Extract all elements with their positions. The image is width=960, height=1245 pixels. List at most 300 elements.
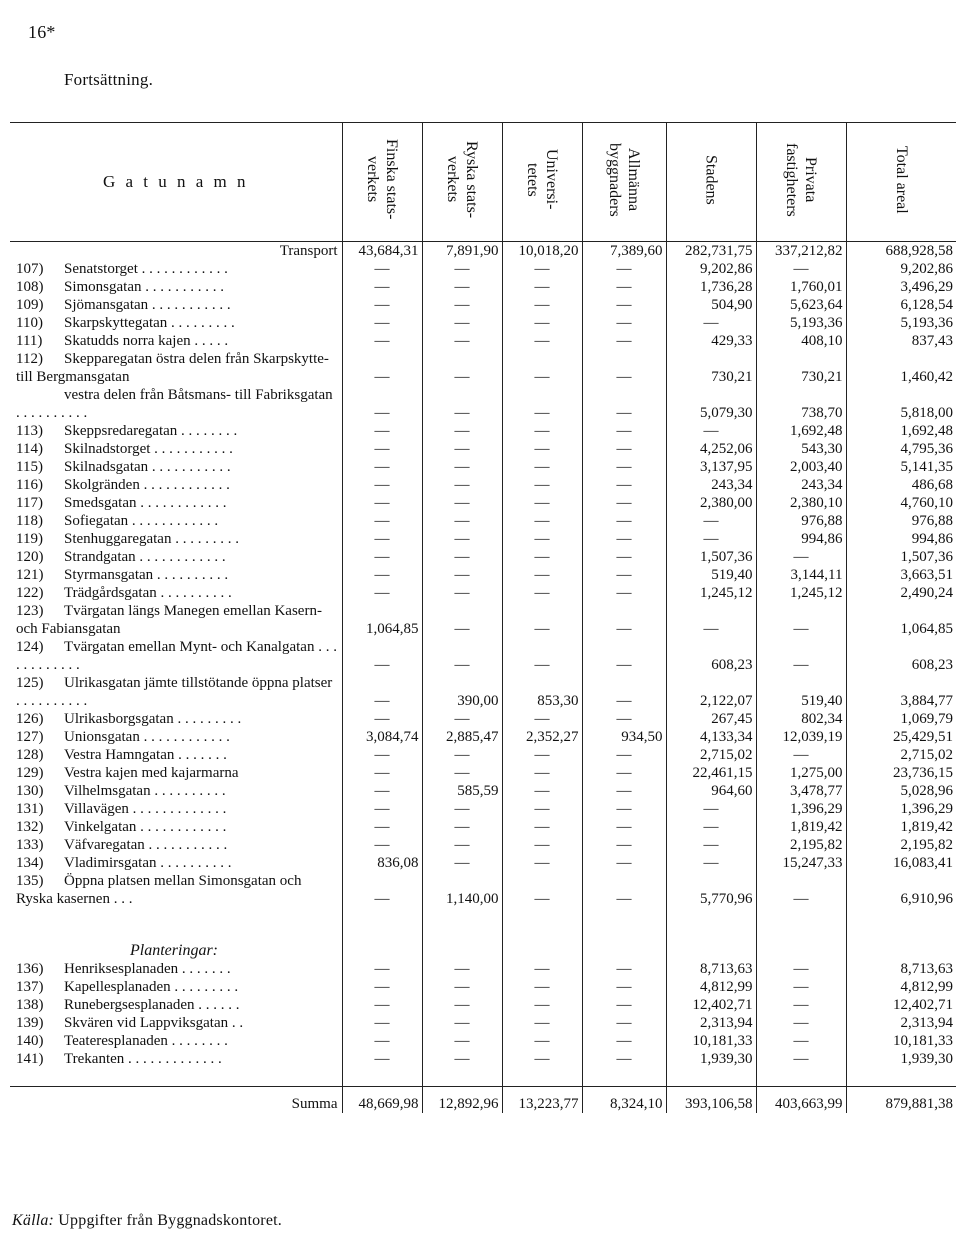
street-name: Vladimirsgatan . . . . . . . . . . bbox=[64, 855, 232, 871]
header-finnish-state-text: Finska stats- verkets bbox=[364, 139, 400, 220]
area-value-cell: 1,760,01 bbox=[756, 278, 846, 296]
area-value-cell: — bbox=[756, 978, 846, 996]
area-value-cell: 4,760,10 bbox=[846, 494, 956, 512]
area-value-cell: — bbox=[582, 674, 666, 710]
area-value-cell: — bbox=[582, 440, 666, 458]
area-value-cell: — bbox=[502, 1032, 582, 1050]
area-value-cell: — bbox=[582, 566, 666, 584]
area-value-cell: — bbox=[502, 764, 582, 782]
street-name: Vestra kajen med kajarmarna bbox=[64, 765, 239, 781]
area-value-cell: 1,275,00 bbox=[756, 764, 846, 782]
empty-cell bbox=[756, 908, 846, 960]
row-number: 126) bbox=[16, 711, 44, 727]
street-name-cell bbox=[10, 1050, 342, 1068]
area-value-cell: — bbox=[582, 800, 666, 818]
area-value-cell: 1,064,85 bbox=[846, 602, 956, 638]
area-value-cell: — bbox=[582, 602, 666, 638]
street-name: Skatudds norra kajen . . . . . bbox=[64, 333, 229, 349]
street-name-cell bbox=[10, 530, 342, 548]
area-value-cell: 1,245,12 bbox=[756, 584, 846, 602]
row-number: 139) bbox=[16, 1015, 44, 1031]
area-value-cell: — bbox=[422, 476, 502, 494]
street-name: Trekanten . . . . . . . . . . . . . bbox=[64, 1051, 222, 1067]
row-number: 140) bbox=[16, 1033, 44, 1049]
area-value-cell: — bbox=[502, 512, 582, 530]
transport-row bbox=[10, 242, 956, 261]
area-value-cell: — bbox=[502, 278, 582, 296]
area-value-cell: — bbox=[502, 314, 582, 332]
area-value-cell: — bbox=[422, 746, 502, 764]
area-value-cell: 585,59 bbox=[422, 782, 502, 800]
summa-value: 13,223,77 bbox=[502, 1087, 582, 1114]
table-row bbox=[10, 494, 956, 512]
area-value-cell: 1,069,79 bbox=[846, 710, 956, 728]
transport-label: Transport bbox=[279, 243, 338, 259]
area-value-cell: — bbox=[502, 440, 582, 458]
area-value-cell: 1,245,12 bbox=[666, 584, 756, 602]
area-value-cell: — bbox=[582, 836, 666, 854]
area-value-cell: — bbox=[756, 872, 846, 908]
area-value-cell: — bbox=[342, 386, 422, 422]
section-title: Planteringar: bbox=[130, 942, 218, 959]
page-number: 16* bbox=[28, 22, 56, 42]
area-value-cell: — bbox=[666, 836, 756, 854]
row-number: 141) bbox=[16, 1051, 44, 1067]
area-value-cell: 2,380,10 bbox=[756, 494, 846, 512]
street-name-cell bbox=[10, 458, 342, 476]
area-value-cell: — bbox=[502, 458, 582, 476]
header-public-buildings bbox=[582, 123, 666, 242]
area-value-cell: 10,181,33 bbox=[846, 1032, 956, 1050]
area-value-cell: — bbox=[502, 746, 582, 764]
summa-row bbox=[10, 1087, 956, 1114]
row-number: 111) bbox=[16, 333, 43, 349]
area-value-cell: — bbox=[756, 602, 846, 638]
area-value-cell: — bbox=[666, 854, 756, 872]
area-value-cell: — bbox=[342, 512, 422, 530]
area-value-cell: 1,507,36 bbox=[846, 548, 956, 566]
summa-value: 48,669,98 bbox=[342, 1087, 422, 1114]
area-value-cell: 2,313,94 bbox=[666, 1014, 756, 1032]
empty-cell bbox=[502, 908, 582, 960]
row-number: 123) bbox=[16, 603, 44, 619]
area-value-cell: — bbox=[422, 350, 502, 386]
area-value-cell: — bbox=[422, 602, 502, 638]
area-value-cell: — bbox=[342, 638, 422, 674]
area-value-cell: 3,144,11 bbox=[756, 566, 846, 584]
area-value-cell: 6,910,96 bbox=[846, 872, 956, 908]
area-value-cell: — bbox=[342, 800, 422, 818]
area-value-cell: 934,50 bbox=[582, 728, 666, 746]
street-name: Villavägen . . . . . . . . . . . . . bbox=[64, 801, 227, 817]
area-value-cell: — bbox=[666, 422, 756, 440]
area-value-cell: 1,692,48 bbox=[756, 422, 846, 440]
area-value-cell: 12,402,71 bbox=[666, 996, 756, 1014]
area-value-cell: — bbox=[422, 458, 502, 476]
area-value-cell: — bbox=[502, 602, 582, 638]
area-value-cell: 4,795,36 bbox=[846, 440, 956, 458]
table-row bbox=[10, 566, 956, 584]
area-value-cell: 486,68 bbox=[846, 476, 956, 494]
street-name: Senatstorget . . . . . . . . . . . . bbox=[64, 261, 228, 277]
area-value-cell: — bbox=[422, 422, 502, 440]
row-number: 138) bbox=[16, 997, 44, 1013]
area-value-cell: — bbox=[422, 440, 502, 458]
area-value-cell: 5,193,36 bbox=[846, 314, 956, 332]
area-value-cell: — bbox=[502, 638, 582, 674]
street-name-cell bbox=[10, 800, 342, 818]
street-name: Skarpskyttegatan . . . . . . . . . bbox=[64, 315, 235, 331]
area-value-cell: 4,812,99 bbox=[846, 978, 956, 996]
street-name-cell bbox=[10, 996, 342, 1014]
area-value-cell: — bbox=[502, 584, 582, 602]
empty-cell bbox=[342, 1068, 422, 1087]
area-value-cell: 8,713,63 bbox=[846, 960, 956, 978]
row-number: 133) bbox=[16, 837, 44, 853]
area-value-cell: 16,083,41 bbox=[846, 854, 956, 872]
area-value-cell: — bbox=[422, 978, 502, 996]
table-row bbox=[10, 314, 956, 332]
area-value-cell: — bbox=[342, 548, 422, 566]
street-name: Skilnadsgatan . . . . . . . . . . . bbox=[64, 459, 231, 475]
table-row bbox=[10, 728, 956, 746]
row-number: 120) bbox=[16, 549, 44, 565]
table-row bbox=[10, 530, 956, 548]
area-value-cell: — bbox=[582, 1032, 666, 1050]
street-name-cell bbox=[10, 296, 342, 314]
row-number: 124) bbox=[16, 639, 44, 655]
area-value-cell: 2,715,02 bbox=[666, 746, 756, 764]
street-name-cell bbox=[10, 960, 342, 978]
area-value-cell: 1,460,42 bbox=[846, 350, 956, 386]
area-value-cell: — bbox=[582, 296, 666, 314]
table-row bbox=[10, 260, 956, 278]
street-name-cell bbox=[10, 674, 342, 710]
area-value-cell: — bbox=[342, 440, 422, 458]
area-value-cell: 1,064,85 bbox=[342, 602, 422, 638]
street-name-cell bbox=[10, 332, 342, 350]
area-value-cell: 15,247,33 bbox=[756, 854, 846, 872]
header-city-text: Stadens bbox=[702, 154, 720, 205]
street-name-cell bbox=[10, 836, 342, 854]
table-row bbox=[10, 854, 956, 872]
area-value-cell: 22,461,15 bbox=[666, 764, 756, 782]
empty-cell bbox=[666, 908, 756, 960]
row-number: 116) bbox=[16, 477, 43, 493]
area-value-cell: 2,380,00 bbox=[666, 494, 756, 512]
area-value-cell: — bbox=[422, 710, 502, 728]
area-value-cell: 802,34 bbox=[756, 710, 846, 728]
area-value-cell: 738,70 bbox=[756, 386, 846, 422]
empty-cell bbox=[422, 908, 502, 960]
area-value-cell: 2,003,40 bbox=[756, 458, 846, 476]
area-value-cell: 3,478,77 bbox=[756, 782, 846, 800]
street-name: Kapellesplanaden . . . . . . . . . bbox=[64, 979, 239, 995]
area-value-cell: 243,34 bbox=[756, 476, 846, 494]
summa-label: Summa bbox=[10, 1087, 342, 1114]
area-value-cell: 519,40 bbox=[666, 566, 756, 584]
area-value-cell: — bbox=[342, 260, 422, 278]
area-value-cell: 12,402,71 bbox=[846, 996, 956, 1014]
area-value-cell: — bbox=[342, 674, 422, 710]
table-row bbox=[10, 872, 956, 908]
row-number: 112) bbox=[16, 351, 43, 367]
row-number: 128) bbox=[16, 747, 44, 763]
area-value-cell: — bbox=[666, 512, 756, 530]
area-value-cell: — bbox=[582, 422, 666, 440]
area-value-cell: — bbox=[502, 996, 582, 1014]
area-value-cell: 12,039,19 bbox=[756, 728, 846, 746]
street-name: Sjömansgatan . . . . . . . . . . . bbox=[64, 297, 231, 313]
table-row bbox=[10, 674, 956, 710]
row-number: 114) bbox=[16, 441, 43, 457]
area-value-cell: — bbox=[582, 854, 666, 872]
area-value-cell: — bbox=[582, 960, 666, 978]
area-value-cell: — bbox=[342, 314, 422, 332]
area-value-cell: — bbox=[342, 566, 422, 584]
area-value-cell: — bbox=[582, 638, 666, 674]
transport-value: 7,389,60 bbox=[582, 242, 666, 261]
area-value-cell: — bbox=[342, 746, 422, 764]
area-value-cell: 1,736,28 bbox=[666, 278, 756, 296]
street-name-cell bbox=[10, 602, 342, 638]
area-value-cell: — bbox=[342, 350, 422, 386]
area-value-cell: — bbox=[756, 960, 846, 978]
area-value-cell: — bbox=[666, 818, 756, 836]
street-name-cell bbox=[10, 494, 342, 512]
area-value-cell: — bbox=[342, 476, 422, 494]
area-value-cell: — bbox=[666, 800, 756, 818]
area-value-cell: — bbox=[502, 854, 582, 872]
area-value-cell: — bbox=[502, 1014, 582, 1032]
street-name-cell bbox=[10, 1032, 342, 1050]
area-value-cell: — bbox=[582, 548, 666, 566]
street-name: Öppna platsen mellan Simonsgatan och Ryska kasernen . . . bbox=[16, 873, 302, 907]
transport-value: 43,684,31 bbox=[342, 242, 422, 261]
street-name: Runebergsesplanaden . . . . . . bbox=[64, 997, 240, 1013]
area-value-cell: 1,507,36 bbox=[666, 548, 756, 566]
area-value-cell: — bbox=[582, 512, 666, 530]
street-name-cell bbox=[10, 422, 342, 440]
street-name: Ulrikasgatan jämte tillstötande öppna platser . . . . . . . . . . bbox=[16, 675, 333, 709]
area-value-cell: 2,352,27 bbox=[502, 728, 582, 746]
area-value-cell: — bbox=[502, 978, 582, 996]
street-name: Trädgårdsgatan . . . . . . . . . . bbox=[64, 585, 232, 601]
area-value-cell: — bbox=[422, 530, 502, 548]
table-row bbox=[10, 746, 956, 764]
area-value-cell: — bbox=[502, 548, 582, 566]
area-value-cell: — bbox=[502, 710, 582, 728]
area-value-cell: — bbox=[502, 350, 582, 386]
street-name-cell bbox=[10, 548, 342, 566]
area-value-cell: — bbox=[422, 260, 502, 278]
row-number: 134) bbox=[16, 855, 44, 871]
area-value-cell: 5,818,00 bbox=[846, 386, 956, 422]
area-value-cell: — bbox=[502, 386, 582, 422]
area-value-cell: — bbox=[502, 836, 582, 854]
area-value-cell: 994,86 bbox=[846, 530, 956, 548]
table-row bbox=[10, 440, 956, 458]
area-value-cell: 5,193,36 bbox=[756, 314, 846, 332]
row-number: 122) bbox=[16, 585, 44, 601]
row-number: 107) bbox=[16, 261, 44, 277]
street-name-cell bbox=[10, 728, 342, 746]
area-value-cell: 4,812,99 bbox=[666, 978, 756, 996]
empty-cell bbox=[846, 908, 956, 960]
area-value-cell: — bbox=[342, 782, 422, 800]
area-value-cell: — bbox=[502, 422, 582, 440]
header-private bbox=[756, 123, 846, 242]
area-value-cell: 5,623,64 bbox=[756, 296, 846, 314]
area-value-cell: 408,10 bbox=[756, 332, 846, 350]
empty-cell bbox=[756, 1068, 846, 1087]
area-value-cell: — bbox=[422, 818, 502, 836]
area-value-cell: — bbox=[342, 422, 422, 440]
area-value-cell: — bbox=[502, 494, 582, 512]
area-value-cell: — bbox=[582, 260, 666, 278]
street-name: Tvärgatan emellan Mynt- och Kanalgatan . . . . . . . . . . . . bbox=[16, 639, 337, 673]
area-value-cell: — bbox=[502, 960, 582, 978]
street-name: Tvärgatan längs Manegen emellan Kasern- och Fabiansgatan bbox=[16, 603, 322, 637]
area-value-cell: — bbox=[502, 476, 582, 494]
area-value-cell: — bbox=[422, 494, 502, 512]
area-value-cell: — bbox=[582, 458, 666, 476]
table-row bbox=[10, 386, 956, 422]
header-public-buildings-text: Allmänna byggnaders bbox=[606, 142, 642, 217]
header-russian-state bbox=[422, 123, 502, 242]
street-name: Vestra Hamngatan . . . . . . . bbox=[64, 747, 227, 763]
table-row bbox=[10, 1014, 956, 1032]
empty-cell bbox=[342, 908, 422, 960]
area-value-cell: — bbox=[342, 494, 422, 512]
empty-cell bbox=[10, 1068, 342, 1087]
area-value-cell: — bbox=[422, 386, 502, 422]
street-area-table bbox=[10, 122, 956, 1113]
area-value-cell: — bbox=[422, 1014, 502, 1032]
summa-value: 12,892,96 bbox=[422, 1087, 502, 1114]
area-value-cell: — bbox=[502, 260, 582, 278]
area-value-cell: — bbox=[342, 996, 422, 1014]
area-value-cell: 5,079,30 bbox=[666, 386, 756, 422]
area-value-cell: — bbox=[582, 1014, 666, 1032]
table-row bbox=[10, 350, 956, 386]
empty-cell bbox=[582, 908, 666, 960]
area-value-cell: — bbox=[502, 782, 582, 800]
area-value-cell: 2,715,02 bbox=[846, 746, 956, 764]
row-number: 136) bbox=[16, 961, 44, 977]
area-value-cell: 836,08 bbox=[342, 854, 422, 872]
table-row bbox=[10, 978, 956, 996]
area-value-cell: — bbox=[582, 764, 666, 782]
area-value-cell: — bbox=[342, 960, 422, 978]
area-value-cell: — bbox=[502, 566, 582, 584]
row-number: 129) bbox=[16, 765, 44, 781]
area-value-cell: — bbox=[342, 818, 422, 836]
row-number: 127) bbox=[16, 729, 44, 745]
area-value-cell: — bbox=[342, 584, 422, 602]
area-value-cell: — bbox=[502, 800, 582, 818]
area-value-cell: — bbox=[422, 314, 502, 332]
area-value-cell: — bbox=[582, 978, 666, 996]
area-value-cell: — bbox=[666, 602, 756, 638]
area-value-cell: — bbox=[422, 332, 502, 350]
table-row bbox=[10, 996, 956, 1014]
area-value-cell: — bbox=[502, 872, 582, 908]
area-value-cell: 23,736,15 bbox=[846, 764, 956, 782]
area-value-cell: — bbox=[502, 818, 582, 836]
street-name: Vinkelgatan . . . . . . . . . . . . bbox=[64, 819, 227, 835]
empty-cell bbox=[502, 1068, 582, 1087]
row-number: 135) bbox=[16, 873, 44, 889]
area-value-cell: — bbox=[582, 746, 666, 764]
street-name-cell bbox=[10, 764, 342, 782]
area-value-cell: — bbox=[502, 1050, 582, 1068]
area-value-cell: — bbox=[582, 278, 666, 296]
area-value-cell: 1,819,42 bbox=[756, 818, 846, 836]
street-name: Skilnadstorget . . . . . . . . . . . bbox=[64, 441, 233, 457]
area-value-cell: — bbox=[422, 800, 502, 818]
area-value-cell: 243,34 bbox=[666, 476, 756, 494]
street-name-cell bbox=[10, 1014, 342, 1032]
street-name: vestra delen från Båtsmans- till Fabriksgatan . . . . . . . . . . bbox=[16, 387, 333, 421]
area-value-cell: 504,90 bbox=[666, 296, 756, 314]
table-row bbox=[10, 818, 956, 836]
area-value-cell: 3,084,74 bbox=[342, 728, 422, 746]
street-name-cell bbox=[10, 260, 342, 278]
area-value-cell: 1,396,29 bbox=[846, 800, 956, 818]
area-value-cell: 1,140,00 bbox=[422, 872, 502, 908]
table-row bbox=[10, 458, 956, 476]
area-value-cell: — bbox=[582, 332, 666, 350]
header-russian-state-text: Ryska stats- verkets bbox=[444, 140, 480, 219]
header-university-text: Universi- tetets bbox=[524, 149, 560, 210]
area-value-cell: — bbox=[342, 278, 422, 296]
street-name: Styrmansgatan . . . . . . . . . . bbox=[64, 567, 229, 583]
table-row bbox=[10, 836, 956, 854]
street-name-cell bbox=[10, 512, 342, 530]
area-value-cell: — bbox=[582, 386, 666, 422]
street-name-cell bbox=[10, 710, 342, 728]
spacer-row bbox=[10, 1068, 956, 1087]
row-number: 125) bbox=[16, 675, 44, 691]
street-name-cell bbox=[10, 314, 342, 332]
area-value-cell: — bbox=[342, 458, 422, 476]
street-name-cell bbox=[10, 782, 342, 800]
area-value-cell: — bbox=[342, 1032, 422, 1050]
table-row bbox=[10, 422, 956, 440]
area-value-cell: 608,23 bbox=[666, 638, 756, 674]
area-value-cell: — bbox=[422, 854, 502, 872]
table-row bbox=[10, 548, 956, 566]
area-value-cell: — bbox=[342, 530, 422, 548]
transport-value: 10,018,20 bbox=[502, 242, 582, 261]
area-value-cell: — bbox=[756, 1032, 846, 1050]
area-value-cell: 9,202,86 bbox=[846, 260, 956, 278]
header-city bbox=[666, 123, 756, 242]
row-number: 108) bbox=[16, 279, 44, 295]
area-value-cell: — bbox=[422, 548, 502, 566]
street-name-cell bbox=[10, 476, 342, 494]
area-value-cell: — bbox=[582, 530, 666, 548]
source-label: Källa: bbox=[12, 1212, 55, 1229]
area-value-cell: — bbox=[422, 296, 502, 314]
street-name: Väfvaregatan . . . . . . . . . . . bbox=[64, 837, 228, 853]
area-value-cell: 608,23 bbox=[846, 638, 956, 674]
street-name: Skvären vid Lappviksgatan . . bbox=[64, 1015, 244, 1031]
empty-cell bbox=[582, 1068, 666, 1087]
area-value-cell: — bbox=[582, 872, 666, 908]
area-value-cell: 730,21 bbox=[756, 350, 846, 386]
